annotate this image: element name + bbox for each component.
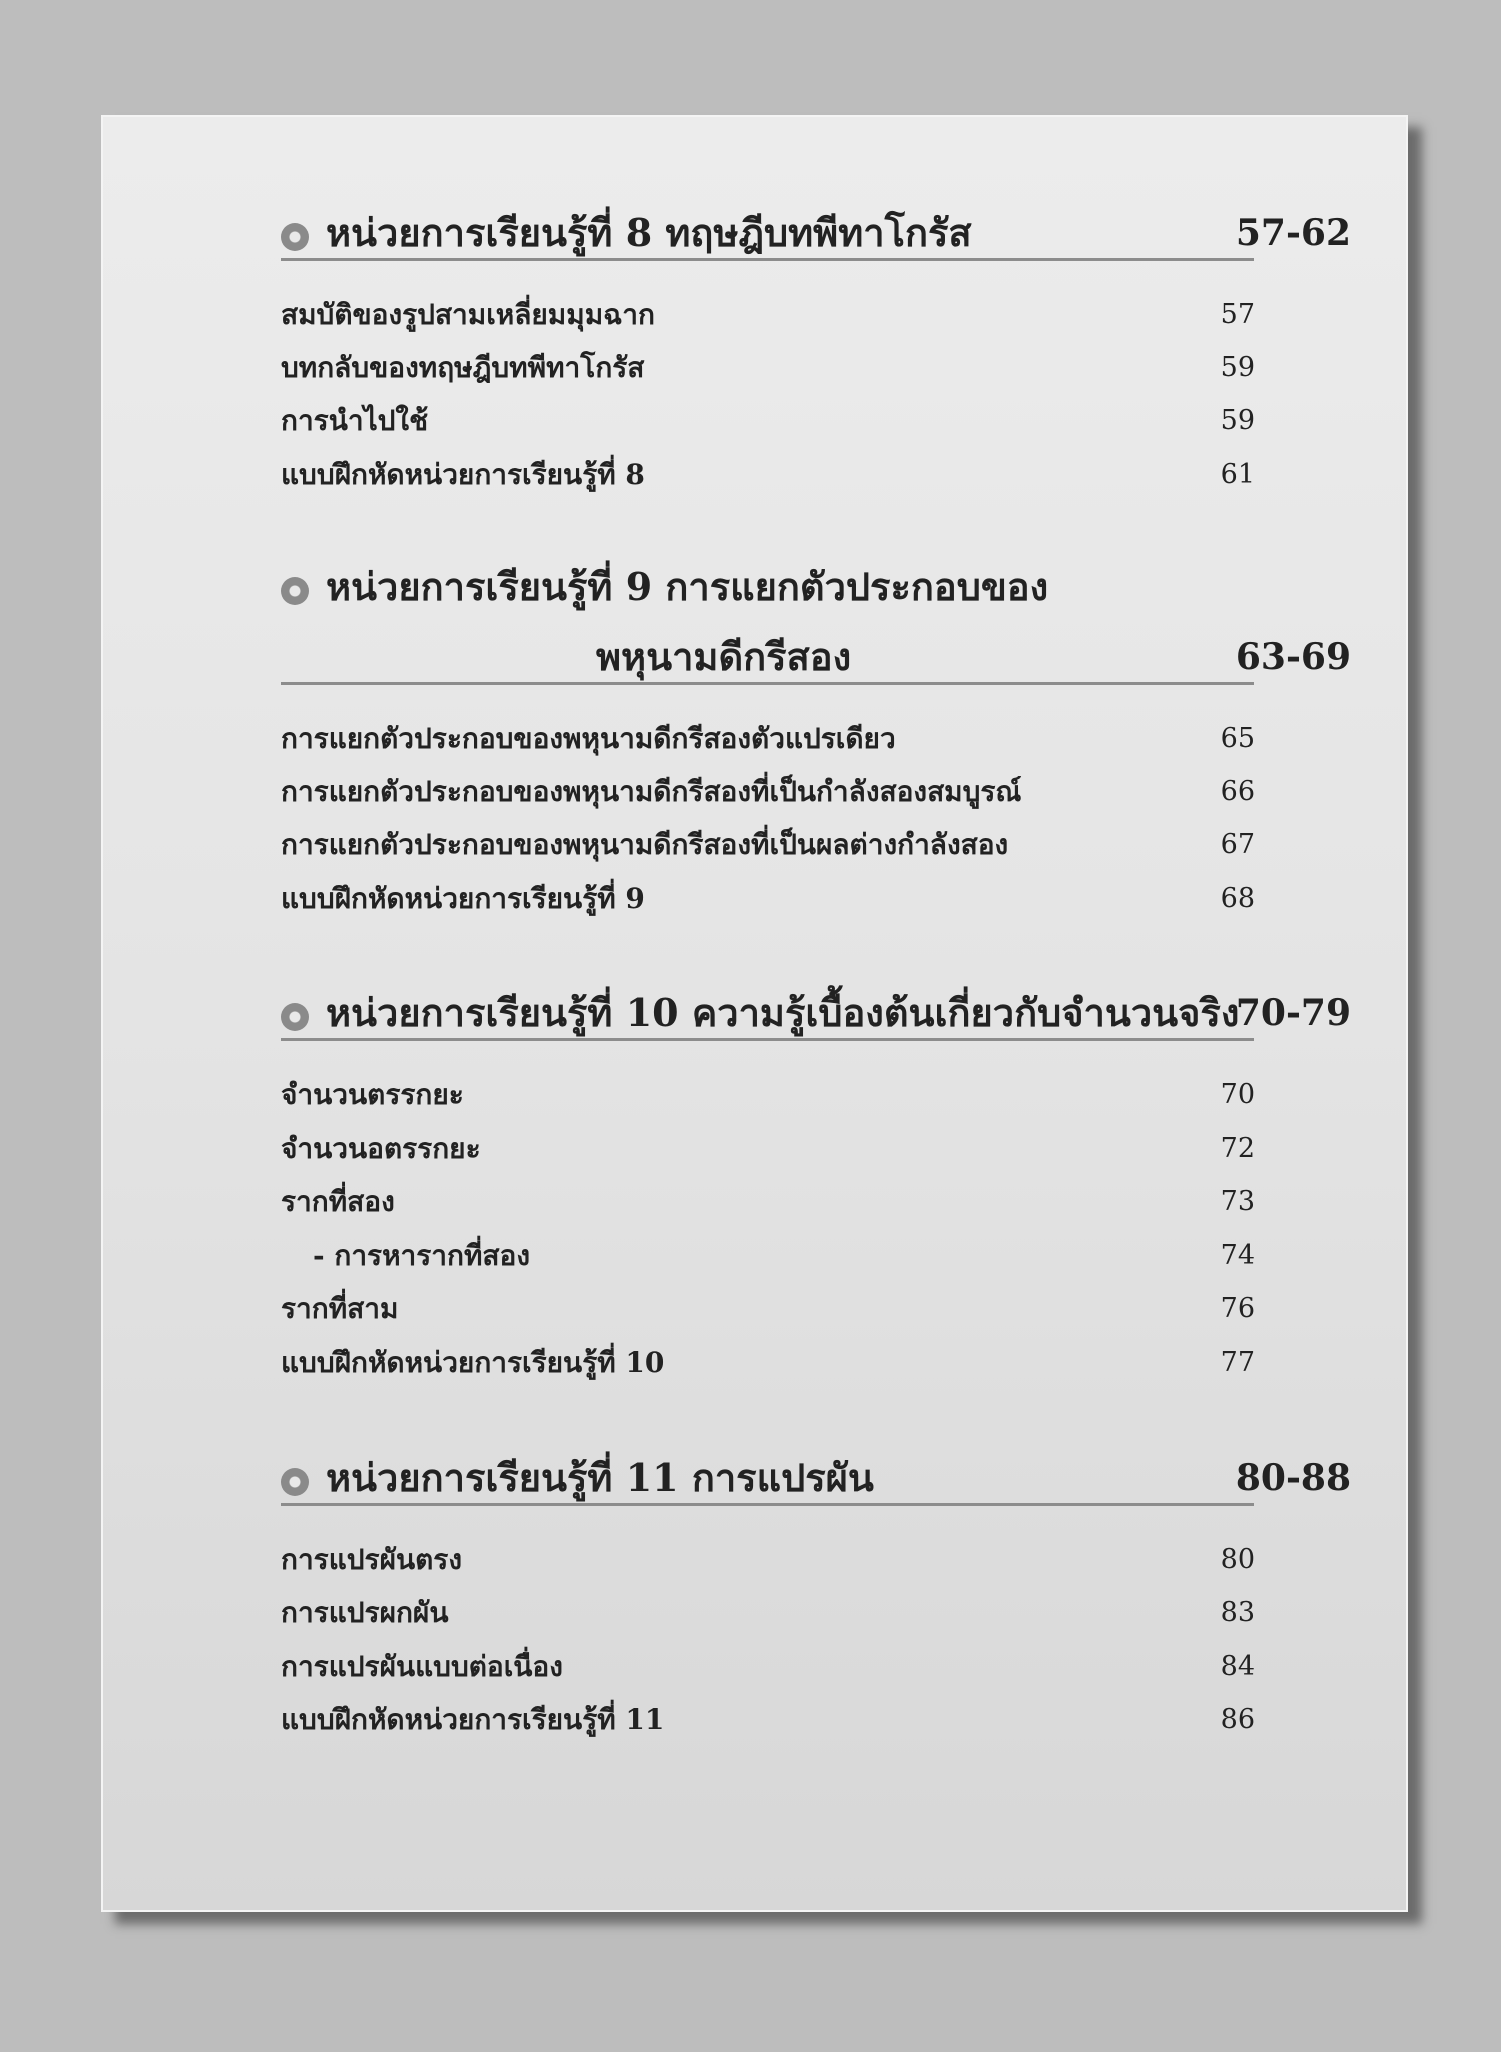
entry-label: แบบฝึกหัดหน่วยการเรียนรู้ที่ 10 — [281, 1346, 665, 1379]
entry-label: - การหารากที่สอง — [313, 1239, 531, 1272]
entry-label: รากที่สาม — [281, 1292, 399, 1325]
toc-entry[interactable] — [281, 1643, 1255, 1691]
entry-label: จำนวนตรรกยะ — [281, 1078, 464, 1111]
entry-label: จำนวนอตรรกยะ — [281, 1132, 481, 1165]
entry-label: การนำไปใช้ — [281, 404, 429, 437]
entry-label: การแยกตัวประกอบของพหุนามดีกรีสองที่เป็นกำลังสองสมบูรณ์ — [281, 775, 1022, 808]
toc-entry[interactable] — [281, 768, 1255, 816]
toc-entry[interactable] — [281, 344, 1255, 392]
toc-entry[interactable] — [281, 1178, 1255, 1226]
entry-page: 67 — [1220, 829, 1255, 860]
entry-label: การแปรผันตรง — [281, 1543, 463, 1576]
entry-page: 59 — [1220, 405, 1255, 436]
entry-label: บทกลับของทฤษฎีบทพีทาโกรัส — [281, 351, 645, 384]
toc-entry[interactable] — [281, 1589, 1255, 1637]
toc-entry[interactable] — [281, 291, 1255, 339]
unit-title: หน่วยการเรียนรู้ที่ 9 การแยกตัวประกอบของ — [326, 564, 1049, 609]
entry-page: 74 — [1220, 1240, 1255, 1271]
unit-9-heading[interactable] — [281, 557, 1351, 617]
entry-page: 83 — [1220, 1597, 1255, 1628]
entry-page: 86 — [1220, 1704, 1255, 1735]
toc-entry[interactable] — [281, 715, 1255, 763]
entry-label: การแยกตัวประกอบของพหุนามดีกรีสองที่เป็นผลต่างกำลังสอง — [281, 828, 1009, 861]
entry-page: 84 — [1220, 1651, 1255, 1682]
entry-page: 61 — [1220, 459, 1255, 490]
unit-9-heading-line2[interactable] — [281, 627, 1351, 687]
toc-entry[interactable] — [281, 1696, 1255, 1744]
entry-page: 73 — [1220, 1186, 1255, 1217]
toc-entry[interactable] — [281, 451, 1255, 499]
heading-rule — [281, 1038, 1254, 1041]
entry-page: 70 — [1220, 1079, 1255, 1110]
entry-label: แบบฝึกหัดหน่วยการเรียนรู้ที่ 9 — [281, 882, 645, 915]
unit-title: หน่วยการเรียนรู้ที่ 11 การแปรผัน — [326, 1455, 874, 1500]
entry-page: 77 — [1220, 1347, 1255, 1378]
entry-page: 65 — [1220, 723, 1255, 754]
toc-entry[interactable] — [281, 1536, 1255, 1584]
bullet-icon — [281, 577, 309, 605]
entry-label: การแปรผันแบบต่อเนื่อง — [281, 1650, 563, 1683]
bullet-icon — [281, 1003, 309, 1031]
heading-rule — [281, 682, 1254, 685]
toc-entry[interactable] — [281, 1071, 1255, 1119]
entry-page: 68 — [1220, 883, 1255, 914]
toc-entry[interactable] — [281, 1285, 1255, 1333]
entry-label: แบบฝึกหัดหน่วยการเรียนรู้ที่ 11 — [281, 1703, 665, 1736]
unit-page-range: 63-69 — [1235, 636, 1351, 678]
unit-page-range: 70-79 — [1235, 992, 1351, 1034]
unit-title: หน่วยการเรียนรู้ที่ 10 ความรู้เบื้องต้นเกี่ยวกับจำนวนจริง — [326, 990, 1240, 1035]
entry-label: รากที่สอง — [281, 1185, 395, 1218]
bullet-icon — [281, 1468, 309, 1496]
entry-label: แบบฝึกหัดหน่วยการเรียนรู้ที่ 8 — [281, 458, 645, 491]
unit-page-range: 80-88 — [1235, 1457, 1351, 1499]
toc-page — [101, 115, 1408, 1912]
entry-page: 80 — [1220, 1544, 1255, 1575]
entry-label: สมบัติของรูปสามเหลี่ยมมุมฉาก — [281, 298, 655, 331]
unit-title: หน่วยการเรียนรู้ที่ 8 ทฤษฎีบทพีทาโกรัส — [326, 210, 972, 255]
entry-page: 59 — [1220, 352, 1255, 383]
entry-page: 76 — [1220, 1293, 1255, 1324]
entry-page: 66 — [1220, 776, 1255, 807]
toc-entry[interactable] — [281, 1339, 1255, 1387]
entry-page: 57 — [1220, 299, 1255, 330]
entry-label: การแปรผกผัน — [281, 1596, 449, 1629]
entry-label: การแยกตัวประกอบของพหุนามดีกรีสองตัวแปรเดียว — [281, 722, 896, 755]
unit-11-heading[interactable] — [281, 1448, 1351, 1508]
unit-title-line2: พหุนามดีกรีสอง — [596, 634, 852, 679]
bullet-icon — [281, 223, 309, 251]
heading-rule — [281, 1503, 1254, 1506]
entry-page: 72 — [1220, 1133, 1255, 1164]
toc-entry[interactable] — [281, 875, 1255, 923]
unit-page-range: 57-62 — [1235, 212, 1351, 254]
unit-8-heading[interactable] — [281, 203, 1351, 263]
toc-entry[interactable] — [281, 821, 1255, 869]
toc-entry[interactable] — [281, 397, 1255, 445]
unit-10-heading[interactable] — [281, 983, 1351, 1043]
heading-rule — [281, 258, 1254, 261]
toc-entry[interactable] — [281, 1232, 1255, 1280]
toc-entry[interactable] — [281, 1125, 1255, 1173]
